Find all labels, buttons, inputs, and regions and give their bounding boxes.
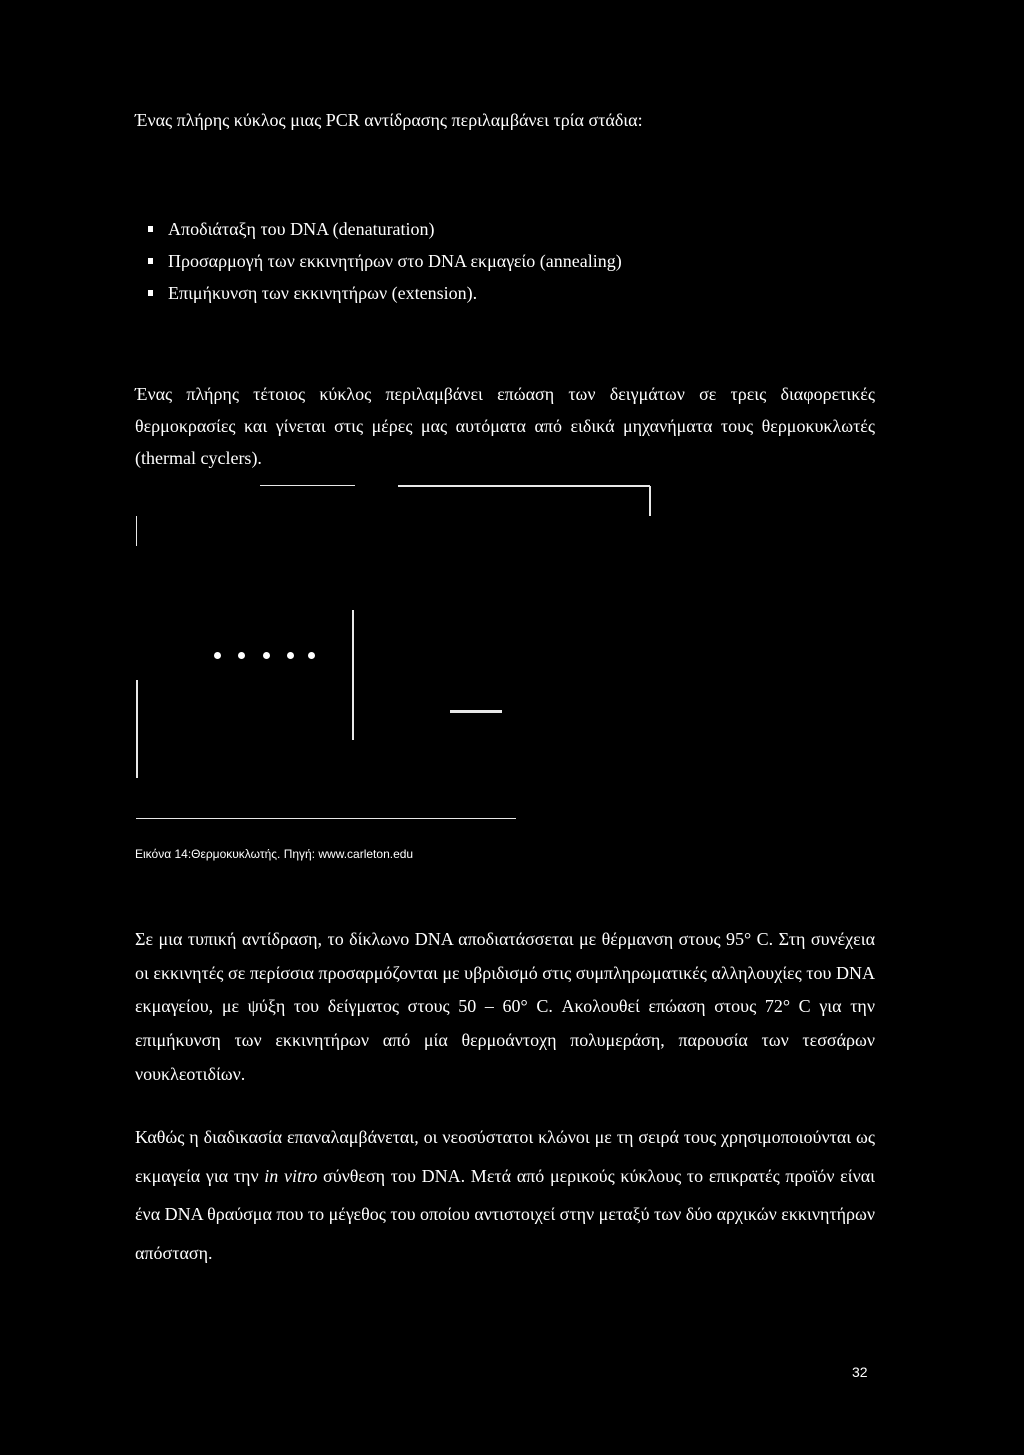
thermal-cycler-image bbox=[120, 476, 660, 836]
image-edge-left-lower bbox=[136, 680, 138, 778]
indicator-light-icon bbox=[263, 652, 270, 659]
pcr-cycles-paragraph bbox=[135, 1118, 875, 1272]
list-item bbox=[148, 277, 622, 309]
paragraph-text: Καθώς η διαδικασία επαναλαμβάνεται, οι νεοσύστατοι κλώνοι με τη σειρά τους χρησιμοποιούνται ως εκμαγεία για την bbox=[135, 1127, 875, 1186]
indicator-light-icon bbox=[287, 652, 294, 659]
list-item-text: Αποδιάταξη του DNA (denaturation) bbox=[168, 219, 435, 239]
image-edge-right bbox=[649, 486, 651, 516]
bullet-icon bbox=[148, 290, 153, 296]
bullet-icon bbox=[148, 258, 153, 264]
indicator-light-icon bbox=[308, 652, 315, 659]
intro-paragraph: Ένας πλήρης κύκλος μιας PCR αντίδρασης περιλαμβάνει τρία στάδια: bbox=[135, 110, 643, 130]
bullet-icon bbox=[148, 226, 153, 232]
image-edge-top-right bbox=[398, 485, 650, 487]
indicator-light-icon bbox=[214, 652, 221, 659]
figure-caption: Εικόνα 14:Θερμοκυκλωτής. Πηγή: www.carleton.edu bbox=[135, 847, 414, 861]
device-slot bbox=[450, 710, 502, 713]
image-edge-top-left bbox=[260, 485, 355, 486]
list-item-text: Προσαρμογή των εκκινητήρων στο DNA εκμαγείο (annealing) bbox=[168, 251, 622, 271]
image-edge-bottom bbox=[136, 818, 516, 819]
thermal-cycler-paragraph: Ένας πλήρης τέτοιος κύκλος περιλαμβάνει επώαση των δειγμάτων σε τρεις διαφορετικές θερμοκρασίες και γίνεται στις μέρες μας αυτόματα από ειδικά μηχανήματα τους θερμοκυκλωτές (thermal cyclers). bbox=[135, 384, 875, 468]
pcr-stages-list bbox=[148, 213, 622, 309]
indicator-light-icon bbox=[238, 652, 245, 659]
device-divider bbox=[352, 610, 354, 740]
paragraph-text: σύνθεση του DNA. Μετά από μερικούς κύκλους το επικρατές προϊόν είναι ένα DNA θραύσμα που το μέγεθος του οποίου αντιστοιχεί στην μεταξύ των δύο αρχικών εκκινητήρων απόσταση. bbox=[135, 1165, 875, 1263]
in-vitro-term: in vitro bbox=[264, 1165, 318, 1186]
list-item bbox=[148, 213, 622, 245]
list-item-text: Επιμήκυνση των εκκινητήρων (extension). bbox=[168, 283, 478, 303]
pcr-reaction-paragraph: Σε μια τυπική αντίδραση, το δίκλωνο DNA αποδιατάσσεται με θέρμανση στους 95° C. Στη συνέχεια οι εκκινητές σε περίσσια προσαρμόζονται με υβριδισμό στις συμπληρωματικές αλληλουχίες του DNA εκμαγείου, με ψύξη του δείγματος στους 50 – 60° C. Ακολουθεί επώαση στους 72° C για την επιμήκυνση των εκκινητήρων από μία θερμοάντοχη πολυμεράση, παρουσία των τεσσάρων νουκλεοτιδίων. bbox=[135, 929, 875, 1084]
page-number: 32 bbox=[852, 1364, 868, 1380]
list-item bbox=[148, 245, 622, 277]
image-edge-left-upper bbox=[136, 516, 137, 546]
